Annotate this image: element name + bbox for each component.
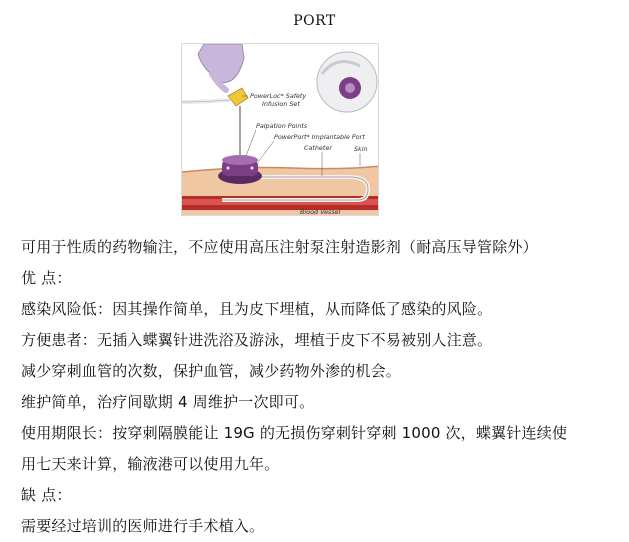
gloved-hand xyxy=(198,44,244,83)
inset-septum xyxy=(345,83,355,93)
paragraph-infection: 感染风险低：因其操作简单，且为皮下埋植，从而降低了感染的风险。 xyxy=(21,300,493,318)
page-title: PORT xyxy=(293,13,336,29)
leader-line xyxy=(258,141,274,162)
label-blood-vessel: Blood Vessel xyxy=(300,208,341,216)
label-port: PowerPort* Implantable Port xyxy=(274,133,365,141)
paragraph-maintenance: 维护简单，治疗间歇期 4 周维护一次即可。 xyxy=(21,393,315,411)
label-palpation: Palpation Points xyxy=(256,122,308,130)
heading-advantages: 优 点： xyxy=(21,269,72,287)
label-skin: Skin xyxy=(354,145,368,153)
paragraph-lifespan-cont: 用七天来计算，输液港可以使用九年。 xyxy=(21,455,280,473)
palpation-point xyxy=(226,166,229,169)
palpation-point xyxy=(250,166,253,169)
paragraph-convenience: 方便患者：无插入蝶翼针进洗浴及游泳，埋植于皮下不易被别人注意。 xyxy=(21,331,493,349)
heading-disadvantages: 缺 点： xyxy=(21,486,72,504)
paragraph-lifespan: 使用期限长：按穿刺隔膜能让 19G 的无损伤穿刺针穿刺 1000 次，蝶翼针连续使 xyxy=(21,424,568,442)
port-diagram-svg xyxy=(182,44,379,216)
safety-set-wings xyxy=(228,88,248,106)
paragraph-surgery: 需要经过培训的医师进行手术植入。 xyxy=(21,517,265,535)
paragraph-vessel: 减少穿刺血管的次数，保护血管，减少药物外渗的机会。 xyxy=(21,362,402,380)
text-body xyxy=(21,232,621,542)
label-safety-set: PowerLoc* Safety xyxy=(250,92,307,100)
label-safety-set-2: Infusion Set xyxy=(262,100,300,108)
label-catheter: Catheter xyxy=(304,144,332,152)
paragraph-usage: 可用于性质的药物输注，不应使用高压注射泵注射造影剂（耐高压导管除外） xyxy=(21,238,538,256)
port-illustration xyxy=(181,43,379,216)
leader-line xyxy=(246,130,256,156)
